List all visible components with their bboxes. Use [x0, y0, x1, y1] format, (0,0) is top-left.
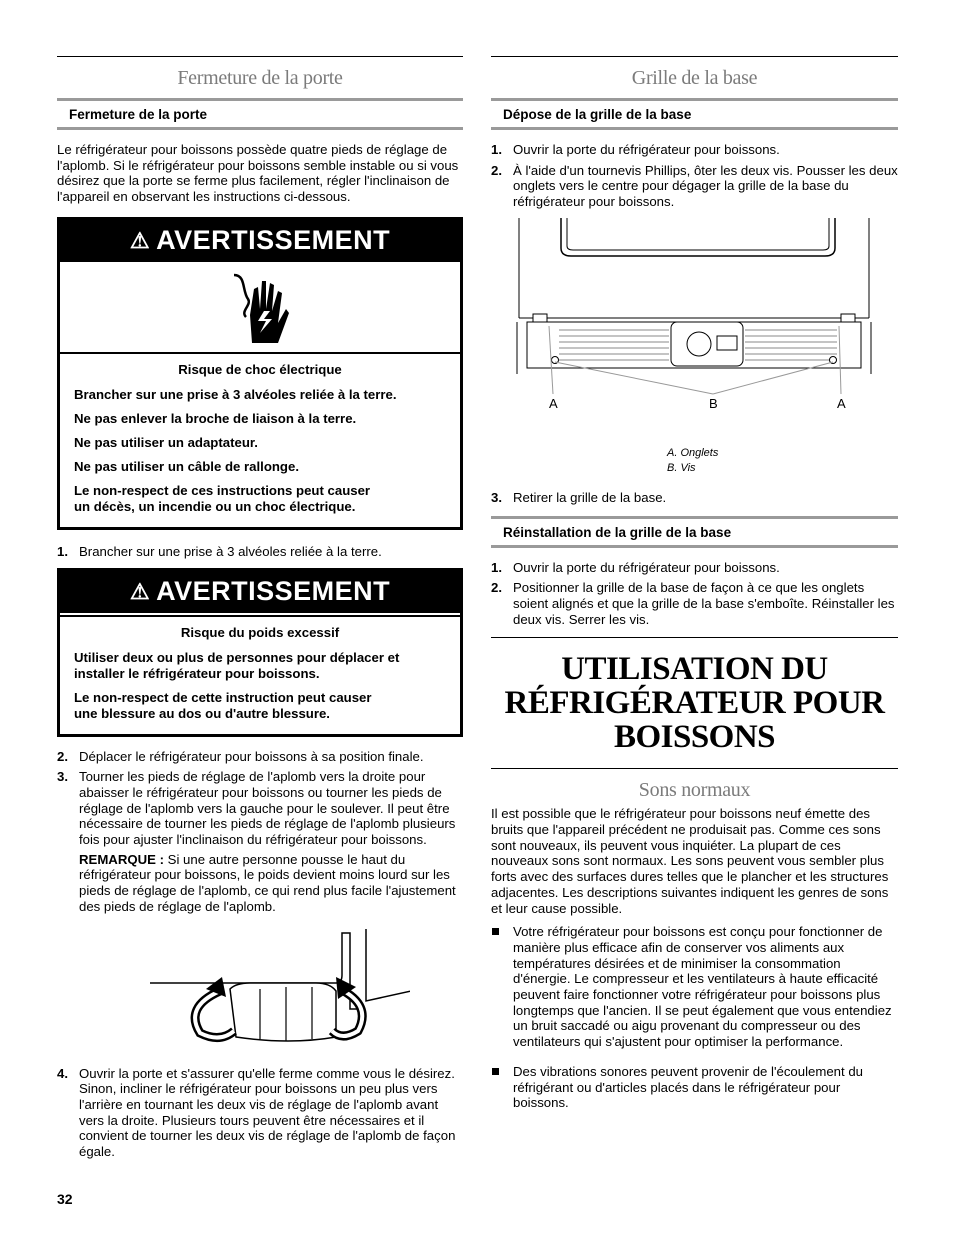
steps-list	[57, 544, 463, 560]
list-item: 1. Brancher sur une prise à 3 alvéoles reliée à la terre.	[57, 543, 382, 559]
warning-header: ⚠ AVERTISSEMENT	[60, 220, 460, 262]
left-column	[57, 56, 463, 1165]
warning-line: Brancher sur une prise à 3 alvéoles reliée à la terre.	[74, 386, 397, 402]
section-title-door: Fermeture de la porte	[177, 67, 343, 89]
list-item: 2. Positionner la grille de la base de façon à ce que les onglets soient alignés et que la grille de la base s'emboîte. Réinstaller les deux vis. Serrer les vis.	[491, 580, 895, 627]
figure-label-a: A	[837, 395, 846, 411]
electric-shock-icon	[60, 262, 460, 354]
warning-line: Ne pas utiliser un adaptateur.	[74, 434, 258, 450]
warning-line: Ne pas utiliser un câble de rallonge.	[74, 458, 299, 474]
figure-caption: A. Onglets B. Vis	[667, 446, 719, 474]
base-grille-illustration	[491, 218, 898, 446]
figure-label-a: A	[549, 395, 558, 411]
sounds-bullets	[491, 924, 898, 1111]
remark: REMARQUE : Si une autre personne pousse le haut du réfrigérateur pour boissons, le poids devient moins lourd sur les pieds de réglage de l'aplomb, ce qui rend plus facile l'ajustement des pieds de réglage de l'aplomb.	[79, 851, 456, 914]
warning-box-weight	[57, 568, 463, 737]
warning-text	[60, 615, 460, 734]
warning-title: Risque du poids excessif	[180, 624, 340, 640]
section-title-grille: Grille de la base	[631, 67, 758, 89]
steps-list	[57, 1066, 463, 1160]
subhead-grille-reinstall: Réinstallation de la grille de la base	[491, 516, 898, 548]
warning-header: ⚠ AVERTISSEMENT	[60, 571, 460, 615]
subhead-grille-removal: Dépose de la grille de la base	[491, 98, 898, 130]
steps-list	[491, 560, 898, 628]
list-item: 4. Ouvrir la porte et s'assurer qu'elle ferme comme vous le désirez. Sinon, incliner le réfrigérateur pour boissons un peu plus vers l'arrière en tournant les deux vis de réglage de l'aplomb avant vers la droite. Plusieurs tours peuvent être nécessaires et il convient de tourner les deux vis de réglage de l'aplomb de façon égale.	[57, 1065, 456, 1160]
door-intro: Le réfrigérateur pour boissons possède quatre pieds de réglage de l'aplomb. Si le réfrigérateur pour boissons semble instable ou si vous désirez que la porte se ferme plus facilement, régler l'inclinaison de l'appareil en observant les instructions ci-dessous.	[57, 142, 459, 205]
bullet-square-icon	[492, 1068, 499, 1075]
steps-list	[57, 749, 463, 915]
warning-text	[60, 354, 460, 527]
list-item: 1. Ouvrir la porte du réfrigérateur pour boissons.	[491, 142, 780, 157]
sounds-intro: Il est possible que le réfrigérateur pour boissons neuf émette des bruits que l'appareil précédent ne produisait pas. Comme ces sons sont nouveaux, ils peuvent vous inquiéter. La plupart de ces nouveaux sons sont normaux. Les sons peuvent vous sembler plus forts avec des surfaces dures telles que le plancher et les structures adjacentes. Les descriptions suivantes indiquent les genres de sons et leur cause possible.	[491, 806, 889, 916]
warning-box-shock	[57, 217, 463, 530]
warning-line: Utiliser deux ou plus de personnes pour déplacer et installer le réfrigérateur pour boissons.	[74, 649, 400, 681]
list-item: Des vibrations sonores peuvent provenir de l'écoulement du réfrigérant ou d'articles placés dans le réfrigérateur pour boissons.	[491, 1064, 898, 1111]
list-item: 2. Déplacer le réfrigérateur pour boissons à sa position finale.	[57, 748, 424, 764]
bullet-square-icon	[492, 928, 499, 935]
right-column	[491, 56, 898, 1125]
list-item: 1. Ouvrir la porte du réfrigérateur pour boissons.	[491, 559, 780, 575]
warning-line: Le non-respect de cette instruction peut causer une blessure au dos ou d'autre blessure.	[74, 689, 372, 721]
figure-label-b: B	[709, 395, 718, 411]
steps-list	[491, 490, 898, 506]
warning-line: Le non-respect de ces instructions peut causer un décès, un incendie ou un choc électrique.	[74, 482, 371, 514]
warning-triangle-icon: ⚠	[129, 227, 151, 253]
list-item: 2. À l'aide d'un tournevis Phillips, ôter les deux vis. Pousser les deux onglets vers le centre pour dégager la grille de la base du réfrigérateur pour boissons.	[491, 162, 898, 210]
list-item: 3. Retirer la grille de la base.	[491, 489, 667, 505]
list-item: Votre réfrigérateur pour boissons est conçu pour fonctionner de manière plus efficace afin de conserver vos aliments aux températures désirées et de minimiser la consommation d'énergie. Le compresseur et les ventilateurs à haute efficacité peuvent faire fonctionner votre réfrigérateur pour boissons plus longtemps que l'ancien. Il se peut également que vous entendiez un bruit saccadé ou aigu provenant du compresseur ou des ventilateurs qui s'ajustent pour optimiser la performance.	[491, 924, 898, 1050]
list-item: 3. Tourner les pieds de réglage de l'aplomb vers la droite pour abaisser le réfrigérateur pour boissons ou tourner les pieds de réglage de l'aplomb vers la gauche pour le soulever. Il peut être nécessaire de tourner les pieds de réglage de l'aplomb plusieurs fois pour ajuster l'inclinaison du réfrigérateur pour boissons. REMARQUE : Si une autre personne pousse le haut du réfrigérateur pour boissons, le poids devient moins lourd sur les pieds de réglage de l'aplomb, ce qui rend plus facile l'ajustement des pieds de réglage de l'aplomb.	[57, 769, 463, 914]
page-number: 32	[57, 1191, 73, 1207]
warning-line: Ne pas enlever la broche de liaison à la terre.	[74, 410, 357, 426]
section-title-sounds: Sons normaux	[638, 779, 751, 802]
warning-title: Risque de choc électrique	[178, 361, 342, 377]
leveling-leg-illustration	[57, 929, 463, 1052]
steps-list	[491, 142, 898, 210]
chapter-title: UTILISATION DU RÉFRIGÉRATEUR POUR BOISSONS	[491, 637, 898, 769]
warning-triangle-icon: ⚠	[129, 578, 151, 604]
subhead-door-closing: Fermeture de la porte	[57, 98, 463, 130]
